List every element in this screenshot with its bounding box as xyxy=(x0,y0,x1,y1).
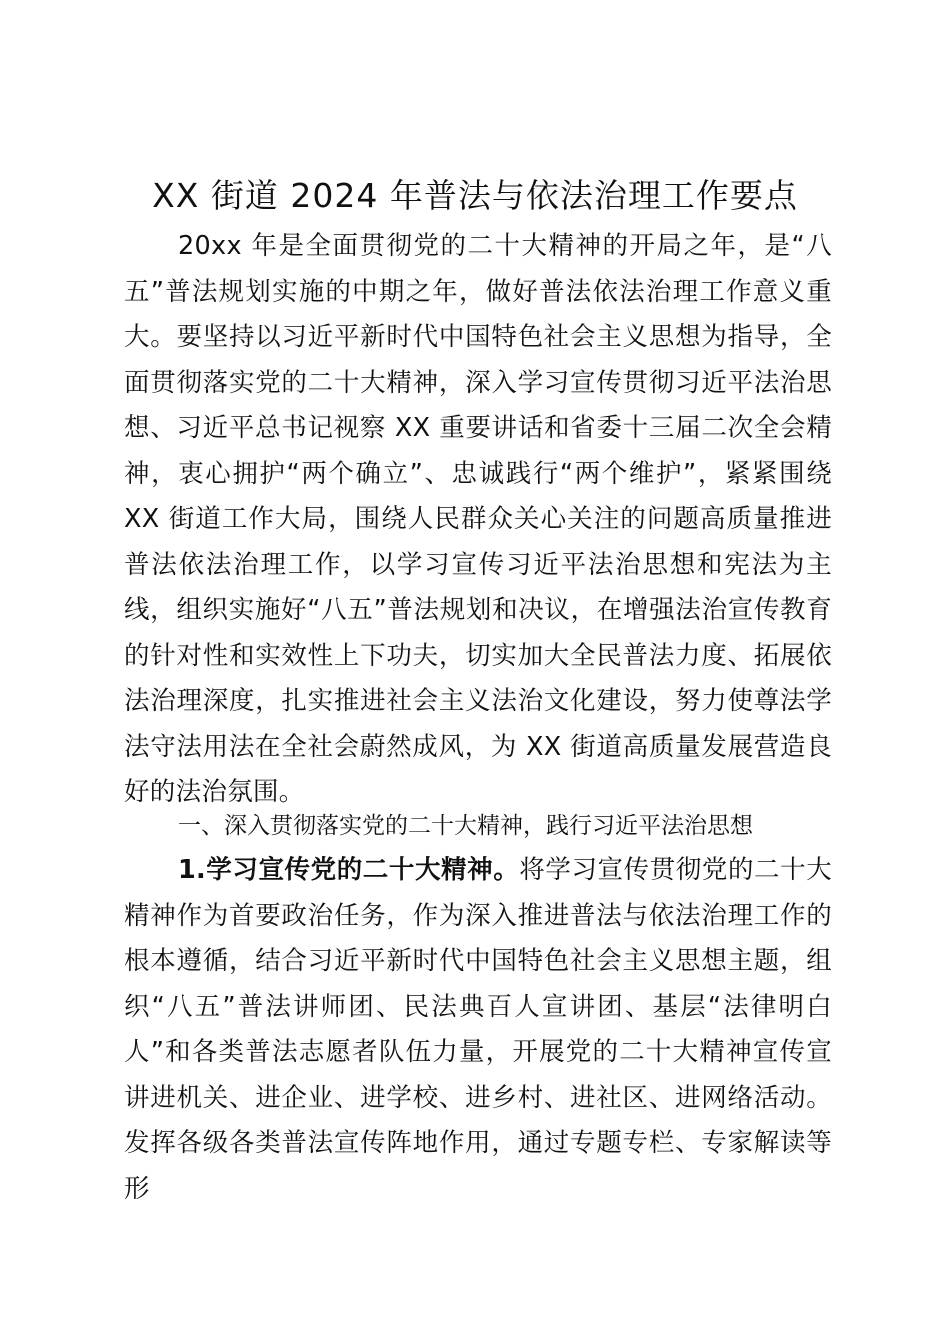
item-1-lead: 1.学习宣传党的二十大精神。 xyxy=(178,855,520,885)
section-heading: 一、深入贯彻落实党的二十大精神，践行习近平法治思想 xyxy=(178,813,753,839)
item-1-paragraph xyxy=(124,848,832,1212)
intro-paragraph xyxy=(124,224,832,816)
document-title: XX 街道 2024 年普法与依法治理工作要点 xyxy=(152,176,798,215)
intro-paragraph-text: 20xx 年是全面贯彻党的二十大精神的开局之年，是“八五”普法规划实施的中期之年，做好普法依法治理工作意义重大。要坚持以习近平新时代中国特色社会主义思想为指导，全面贯彻落实党的二十大精神，深入学习宣传贯彻习近平法治思想、习近平总书记视察 XX 重要讲话和省委十三届二次全会精神，衷心拥护“两个确立”、忠诚践行“两个维护”，紧紧围绕 XX 街道工作大局，围绕人民群众关心关注的问题高质量推进普法依法治理工作，以学习宣传习近平法治思想和宪法为主线，组织实施好“八五”普法规划和决议，在增强法治宣传教育的针对性和实效性上下功夫，切实加大全民普法力度、拓展依法治理深度，扎实推进社会主义法治文化建设，努力使尊法学法守法用法在全社会蔚然成风，为 XX 街道高质量发展营造良好的法治氛围。 xyxy=(124,231,832,807)
item-1-text: 将学习宣传贯彻党的二十大精神作为首要政治任务，作为深入推进普法与依法治理工作的根本遵循，结合习近平新时代中国特色社会主义思想主题，组织“八五”普法讲师团、民法典百人宣讲团、基层“法律明白人”和各类普法志愿者队伍力量，开展党的二十大精神宣传宣讲进机关、进企业、进学校、进乡村、进社区、进网络活动。发挥各级各类普法宣传阵地作用，通过专题专栏、专家解读等形 xyxy=(124,855,832,1204)
